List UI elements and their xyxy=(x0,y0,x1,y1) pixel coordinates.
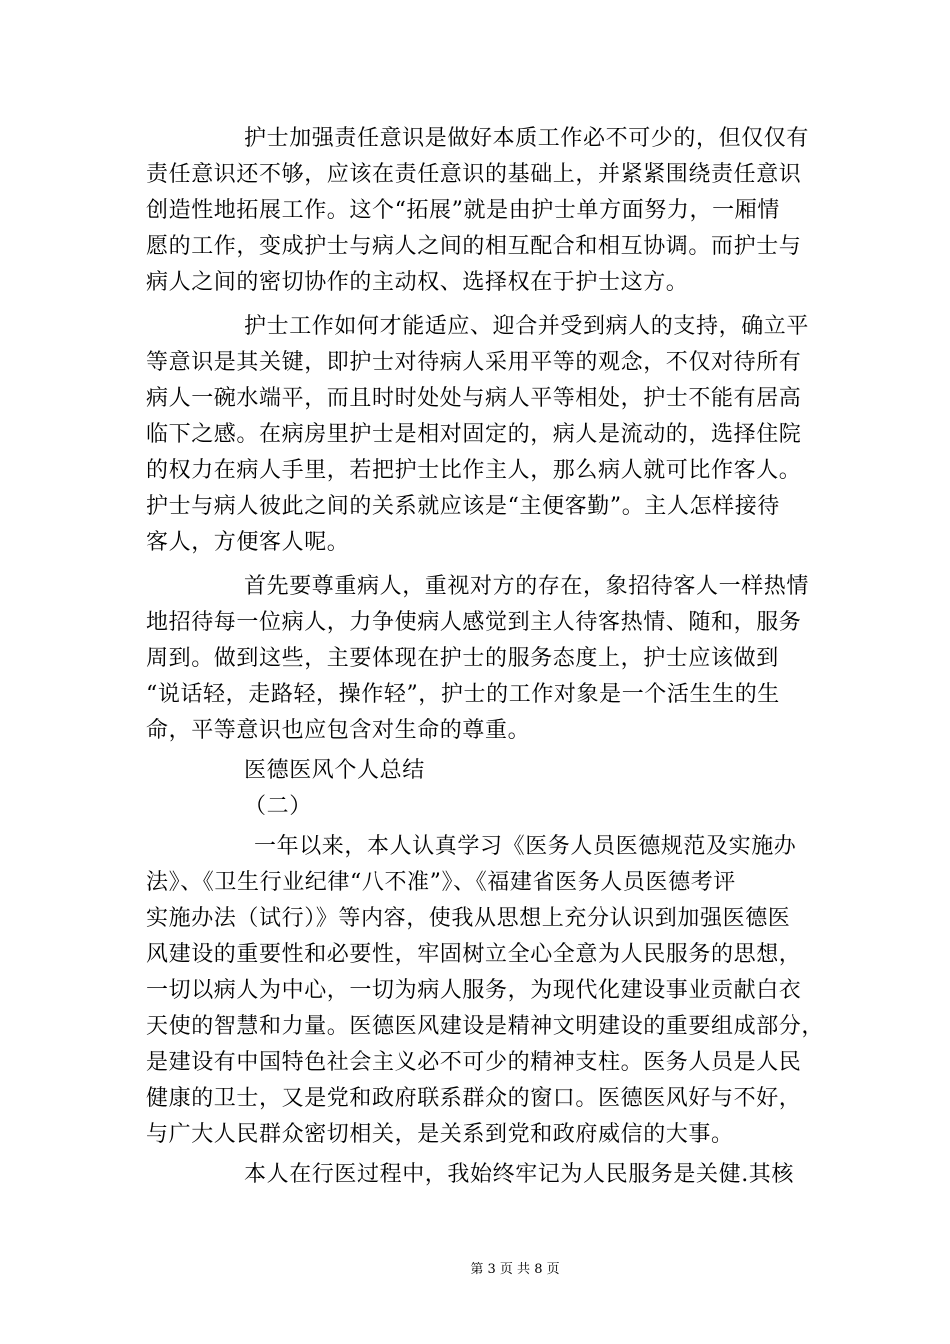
text-line: 天使的智慧和力量。医德医风建设是精神文明建设的重要组成部分， xyxy=(146,1014,825,1039)
text-line: 实施办法（试行）》等内容，使我从思想上充分认识到加强医德医 xyxy=(146,906,791,931)
text-line: 客人，方便客人呢。 xyxy=(146,530,350,555)
text-line: 护士加强责任意识是做好本质工作必不可少的，但仅仅有 xyxy=(244,126,810,151)
page-number-footer: 第 3 页 共 8 页 xyxy=(470,1262,560,1277)
text-line: 责任意识还不够，应该在责任意识的基础上，并紧紧围绕责任意识 xyxy=(146,162,802,187)
text-line: 周到。做到这些，主要体现在护士的服务态度上，护士应该做到 xyxy=(146,646,779,671)
text-line: 命，平等意识也应包含对生命的尊重。 xyxy=(146,718,531,743)
text-line: 临下之感。在病房里护士是相对固定的，病人是流动的，选择住院 xyxy=(146,422,802,447)
text-line: 风建设的重要性和必要性，牢固树立全心全意为人民服务的思想， xyxy=(146,942,802,967)
text-line: 地招待每一位病人，力争使病人感觉到主人待客热情、随和，服务 xyxy=(146,610,802,635)
text-line: “说话轻，走路轻，操作轻”，护士的工作对象是一个活生生的生 xyxy=(146,682,780,707)
text-line: 是建设有中国特色社会主义必不可少的精神支柱。医务人员是人民 xyxy=(146,1050,802,1075)
text-line: 首先要尊重病人，重视对方的存在，象招待客人一样热情 xyxy=(244,574,810,599)
text-line: 本人在行医过程中，我始终牢记为人民服务是关健.其核 xyxy=(244,1162,794,1187)
text-line: 创造性地拓展工作。这个“拓展”就是由护士单方面努力，一厢情 xyxy=(146,198,780,223)
text-line: 护士工作如何才能适应、迎合并受到病人的支持，确立平 xyxy=(244,314,810,339)
text-line: 护士与病人彼此之间的关系就应该是“主便客勤”。主人怎样接待 xyxy=(146,494,780,519)
section-heading: 医德医风个人总结 xyxy=(244,758,425,783)
text-line: 健康的卫士，又是党和政府联系群众的窗口。医德医风好与不好， xyxy=(146,1086,802,1111)
text-line: 与广大人民群众密切相关，是关系到党和政府威信的大事。 xyxy=(146,1122,734,1147)
text-line: 一切以病人为中心，一切为病人服务，为现代化建设事业贡献白衣 xyxy=(146,978,802,1003)
text-line: 病人之间的密切协作的主动权、选择权在于护士这方。 xyxy=(146,270,689,295)
text-line: 一年以来，本人认真学习《医务人员医德规范及实施办 xyxy=(254,834,797,859)
text-line: 等意识是其关键，即护士对待病人采用平等的观念，不仅对待所有 xyxy=(146,350,802,375)
text-line: 病人一碗水端平，而且时时处处与病人平等相处，护士不能有居高 xyxy=(146,386,802,411)
text-line: 的权力在病人手里，若把护士比作主人，那么病人就可比作客人。 xyxy=(146,458,802,483)
text-line: 愿的工作，变成护士与病人之间的相互配合和相互协调。而护士与 xyxy=(146,234,802,259)
section-subheading: （二） xyxy=(244,794,312,819)
text-line: 法》、《卫生行业纪律“八不准”》、《福建省医务人员医德考评 xyxy=(146,870,736,895)
